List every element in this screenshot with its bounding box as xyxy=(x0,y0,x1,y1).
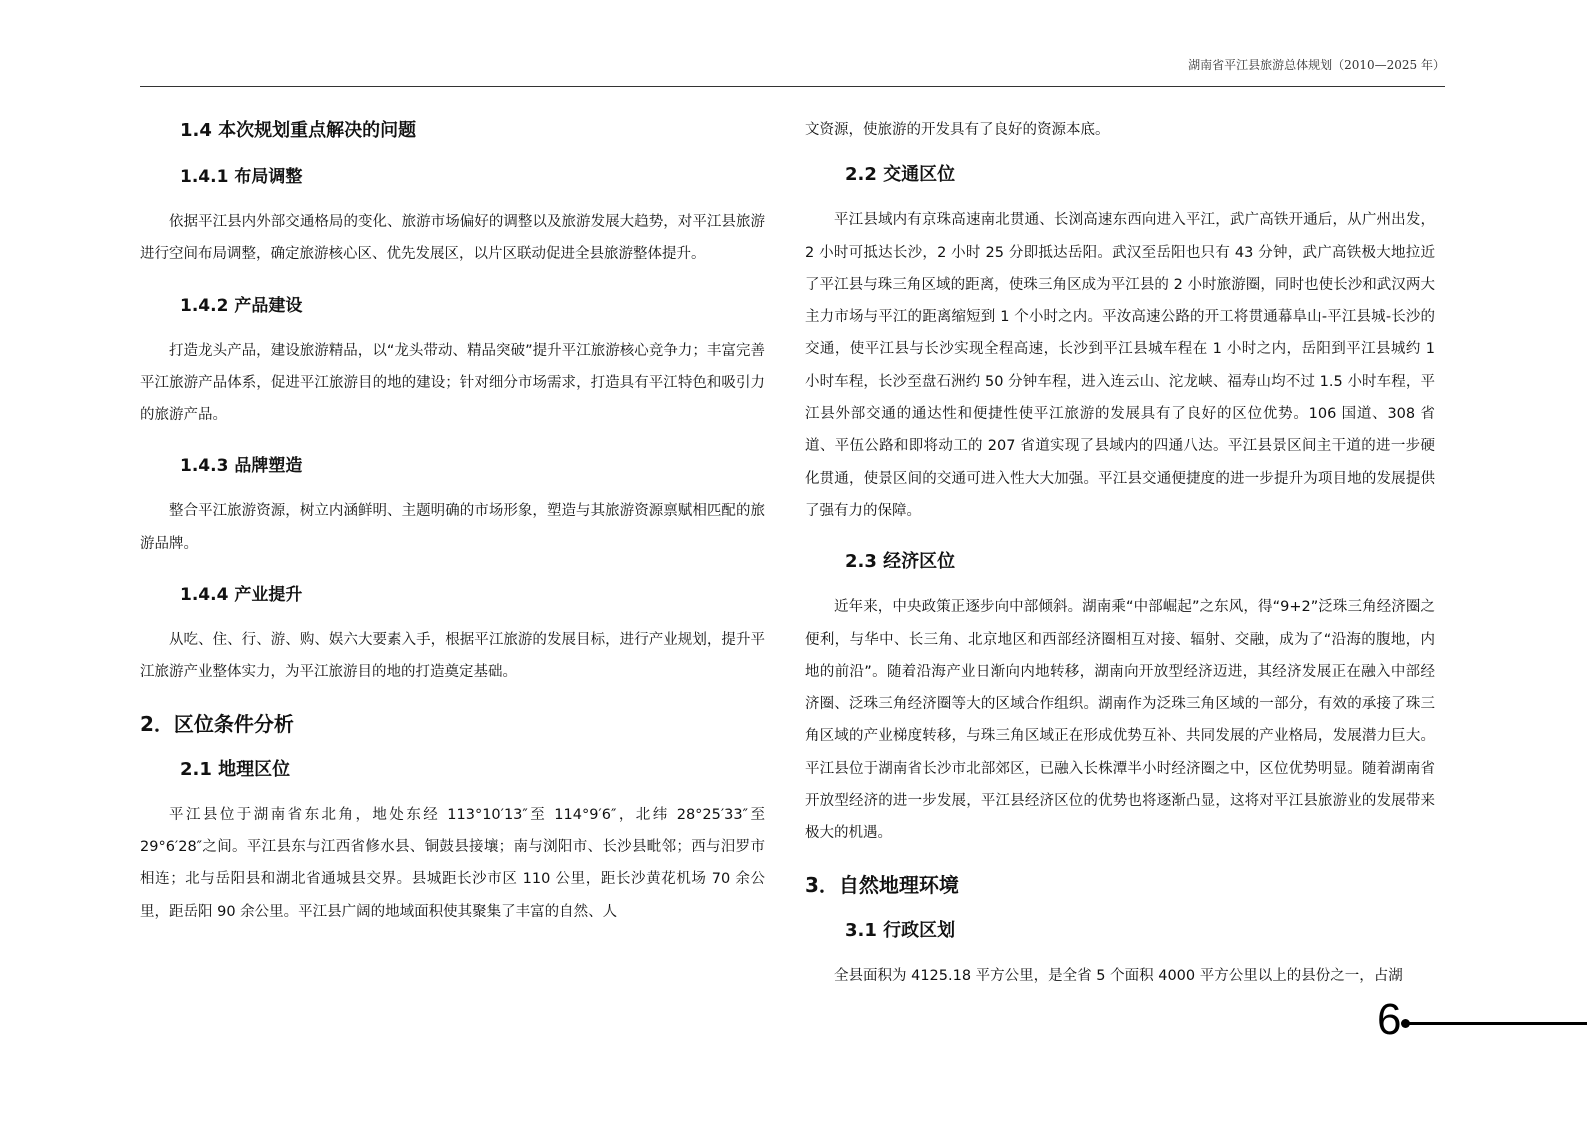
section-2-2-heading: 2.2 交通区位 xyxy=(845,164,956,186)
section-3-1-heading: 3.1 行政区划 xyxy=(845,919,956,941)
section-1-4-2-heading: 1.4.2 产品建设 xyxy=(180,295,303,316)
section-3-1-text: 全县面积为 4125.18 平方公里，是全省 5 个面积 4000 平方公里以上的县份之一，占湖 xyxy=(834,967,1403,984)
left-column xyxy=(140,114,765,928)
page-number-rule xyxy=(1404,1022,1587,1025)
section-1-4-4-text: 从吃、住、行、游、购、娱六大要素入手，根据平江旅游的发展目标，进行产业规划，提升平江旅游产业整体实力，为平江旅游目的地的打造奠定基础。 xyxy=(140,632,765,681)
section-2-2-text: 平江县域内有京珠高速南北贯通、长浏高速东西向进入平江，武广高铁开通后，从广州出发，2 小时可抵达长沙，2 小时 25 分即抵达岳阳。武汉至岳阳也只有 43 分钟，武广高铁极大地拉近了平江县与珠三角区域的距离，使珠三角区成为平江县的 2 小时旅游圈，同时也使长沙和武汉两大主力市场与平江的距离缩短到 1 个小时之内。平汝高速公路的开工将贯通幕阜山-平江县城-长沙的交通，使平江县与长沙实现全程高速，长沙到平江县城车程在 1 小时之内，岳阳到平江县城约 1 小时车程，长沙至盘石洲约 50 分钟车程，进入连云山、沱龙峡、福寿山均不过 1.5 小时车程，平江县外部交通的通达性和便捷性使平江旅游的发展具有了良好的区位优势。106 国道、308 省道、平伍公路和即将动工的 207 省道实现了县域内的四通八达。平江县景区间主干道的进一步硬化贯通，使景区间的交通可进入性大大加强。平江县交通便捷度的进一步提升为项目地的发展提供了强有力的保障。 xyxy=(805,212,1435,519)
section-2-1-continued-text: 文资源，使旅游的开发具有了良好的资源本底。 xyxy=(805,122,1110,138)
section-2-3-heading: 2.3 经济区位 xyxy=(845,551,956,573)
section-1-4-3-heading: 1.4.3 品牌塑造 xyxy=(180,456,303,477)
section-2-3-text: 近年来，中央政策正逐步向中部倾斜。湖南乘“中部崛起”之东风，得“9+2”泛珠三角经济圈之便利，与华中、长三角、北京地区和西部经济圈相互对接、辐射、交融，成为了“沿海的腹地，内地的前沿”。随着沿海产业日渐向内地转移，湖南向开放型经济迈进，其经济发展正在融入中部经济圈、泛珠三角经济圈等大的区域合作组织。湖南作为泛珠三角区域的一部分，有效的承接了珠三角区域的产业梯度转移，与珠三角区域正在形成优势互补、共同发展的产业格局，发展潜力巨大。平江县位于湖南省长沙市北部郊区，已融入长株潭半小时经济圈之中，区位优势明显。随着湖南省开放型经济的进一步发展，平江县经济区位的优势也将逐渐凸显，这将对平江县旅游业的发展带来极大的机遇。 xyxy=(805,599,1435,842)
section-2-1-text: 平江县位于湖南省东北角，地处东经 113°10′13″至 114°9′6″，北纬 28°25′33″至 29°6′28″之间。平江县东与江西省修水县、铜鼓县接壤；南与浏阳市、长沙县毗邻；西与汨罗市相连；北与岳阳县和湖北省通城县交界。县城距长沙市区 110 公里，距长沙黄花机场 70 余公里，距岳阳 90 余公里。平江县广阔的地域面积使其聚集了丰富的自然、人 xyxy=(140,806,765,920)
section-1-4-1-heading: 1.4.1 布局调整 xyxy=(180,167,303,187)
header-title: 湖南省平江县旅游总体规划（2010—2025 年） xyxy=(1188,58,1445,72)
section-3-heading: 3．自然地理环境 xyxy=(805,872,959,897)
page-header xyxy=(140,52,1445,87)
page-footer xyxy=(1377,990,1587,1050)
section-1-4-heading: 1.4 本次规划重点解决的问题 xyxy=(180,120,417,141)
section-1-4-1-text: 依据平江县内外部交通格局的变化、旅游市场偏好的调整以及旅游发展大趋势，对平江县旅游进行空间布局调整，确定旅游核心区、优先发展区，以片区联动促进全县旅游整体提升。 xyxy=(140,214,765,263)
section-2-heading: 2．区位条件分析 xyxy=(140,711,294,736)
section-1-4-2-text: 打造龙头产品，建设旅游精品，以“龙头带动、精品突破”提升平江旅游核心竞争力；丰富完善平江旅游产品体系，促进平江旅游目的地的建设；针对细分市场需求，打造具有平江特色和吸引力的旅游产品。 xyxy=(140,342,765,424)
section-2-1-heading: 2.1 地理区位 xyxy=(180,758,291,780)
section-1-4-3-text: 整合平江旅游资源，树立内涵鲜明、主题明确的市场形象，塑造与其旅游资源禀赋相匹配的旅游品牌。 xyxy=(140,503,765,552)
right-column xyxy=(805,114,1435,992)
page-number: 6 xyxy=(1377,995,1402,1044)
section-1-4-4-heading: 1.4.4 产业提升 xyxy=(180,585,303,606)
